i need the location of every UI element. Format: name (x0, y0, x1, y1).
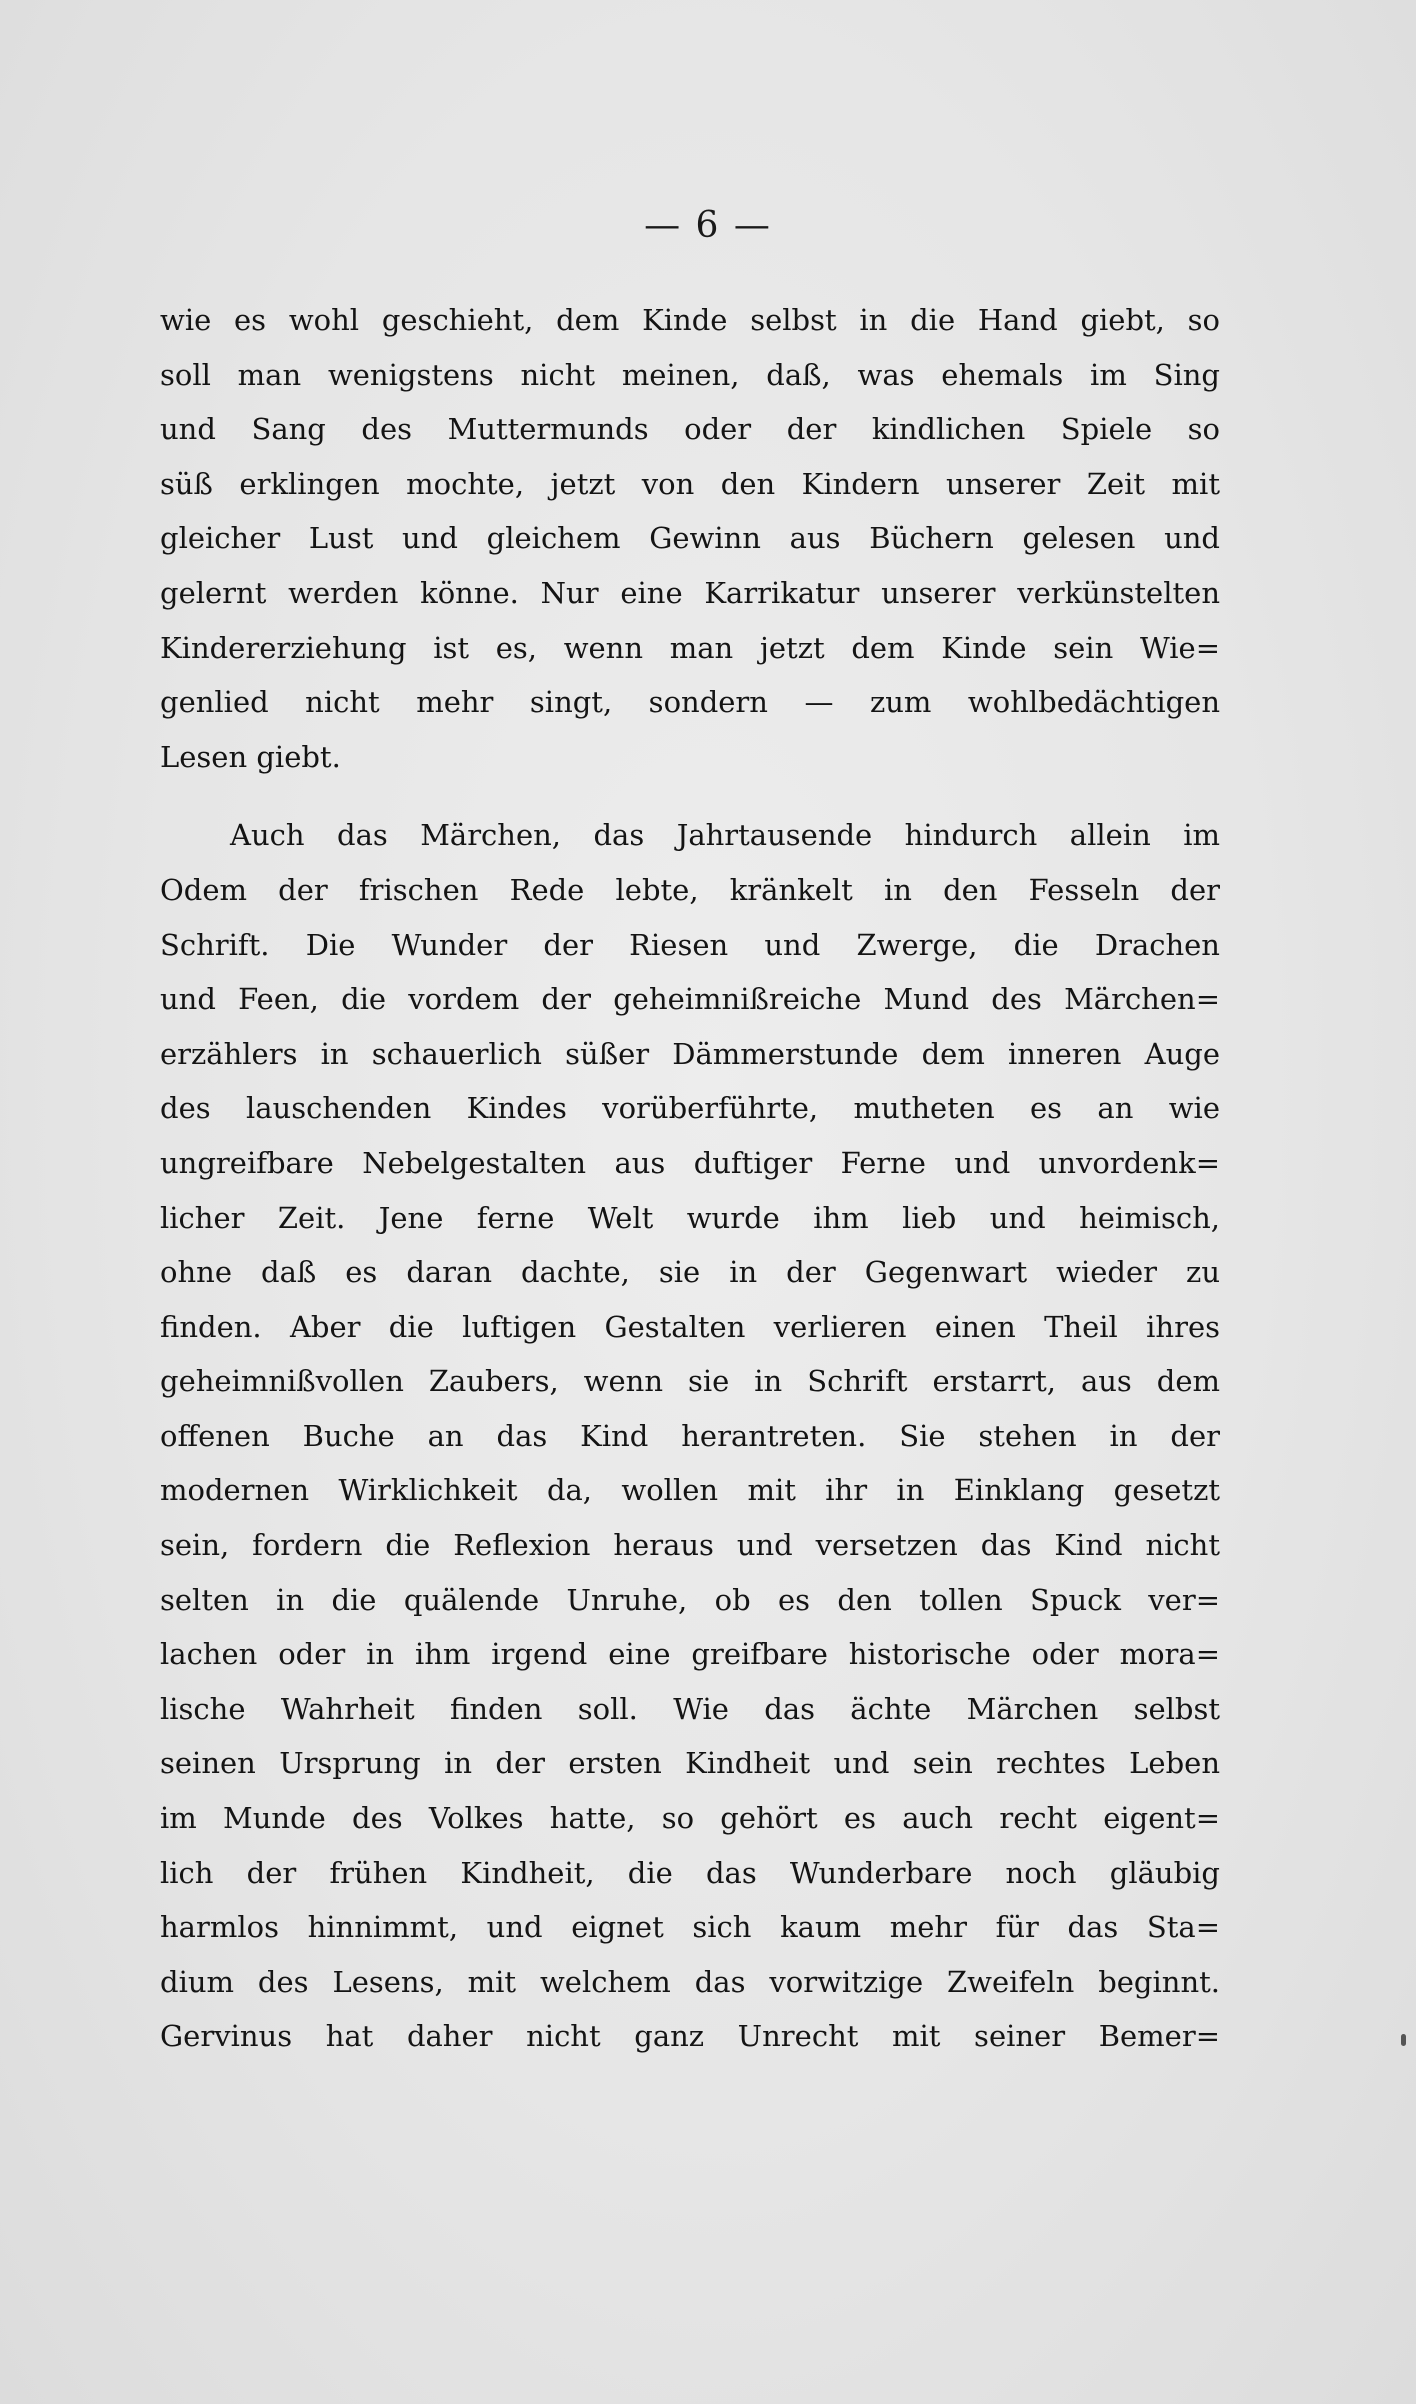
text-line: seinen Ursprung in der ersten Kindheit und sein rechtes Leben (160, 1746, 1220, 1781)
text-line: sein, fordern die Reflexion heraus und versetzen das Kind nicht (160, 1528, 1220, 1563)
text-line: wie es wohl geschieht, dem Kinde selbst in die Hand giebt, so (160, 303, 1220, 337)
text-line: ungreifbare Nebelgestalten aus duftiger Ferne und unvordenk= (160, 1145, 1220, 1180)
text-line: gleicher Lust und gleichem Gewinn aus Büchern gelesen und (160, 521, 1220, 556)
text-line: ohne daß es daran dachte, sie in der Gegenwart wieder zu (160, 1255, 1220, 1290)
text-line: Lesen giebt. (160, 739, 341, 774)
text-line: licher Zeit. Jene ferne Welt wurde ihm lieb und heimisch, (160, 1200, 1220, 1235)
text-line: und Sang des Muttermunds oder der kindlichen Spiele so (160, 412, 1220, 447)
paragraph-1 (160, 293, 1220, 784)
text-line: geheimnißvollen Zaubers, wenn sie in Schrift erstarrt, aus dem (160, 1364, 1220, 1399)
text-line: Schrift. Die Wunder der Riesen und Zwerge, die Drachen (160, 927, 1220, 962)
paragraph-2 (160, 808, 1220, 2064)
text-line: offenen Buche an das Kind herantreten. Sie stehen in der (160, 1418, 1220, 1453)
paragraph-gap (160, 784, 1220, 808)
text-line: lachen oder in ihm irgend eine greifbare historische oder mora= (160, 1637, 1220, 1672)
text-line: soll man wenigstens nicht meinen, daß, was ehemals im Sing (160, 357, 1220, 392)
text-line: des lauschenden Kindes vorüberführte, mutheten es an wie (160, 1091, 1220, 1126)
text-line: gelernt werden könne. Nur eine Karrikatur unserer verkünstelten (160, 575, 1220, 610)
text-line: Kindererziehung ist es, wenn man jetzt dem Kinde sein Wie= (160, 630, 1220, 665)
text-line: finden. Aber die luftigen Gestalten verlieren einen Theil ihres (160, 1309, 1220, 1344)
text-line: selten in die quälende Unruhe, ob es den tollen Spuck ver= (160, 1582, 1220, 1617)
body-text (160, 293, 1220, 2064)
text-line: lische Wahrheit finden soll. Wie das ächte Märchen selbst (160, 1691, 1220, 1726)
paper-speck (1401, 2034, 1406, 2046)
text-line: harmlos hinnimmt, und eignet sich kaum mehr für das Sta= (160, 1910, 1220, 1945)
text-line: und Feen, die vordem der geheimnißreiche Mund des Märchen= (160, 982, 1220, 1017)
text-line: erzählers in schauerlich süßer Dämmerstunde dem inneren Auge (160, 1036, 1220, 1071)
text-line: süß erklingen mochte, jetzt von den Kindern unserer Zeit mit (160, 466, 1220, 501)
text-line: genlied nicht mehr singt, sondern — zum wohlbedächtigen (160, 685, 1220, 720)
text-line: im Munde des Volkes hatte, so gehört es auch recht eigent= (160, 1801, 1220, 1836)
text-line: Odem der frischen Rede lebte, kränkelt in den Fesseln der (160, 872, 1220, 907)
text-line: Auch das Märchen, das Jahrtausende hindurch allein im (230, 818, 1220, 853)
text-line: dium des Lesens, mit welchem das vorwitzige Zweifeln beginnt. (160, 1964, 1220, 1999)
text-line: Gervinus hat daher nicht ganz Unrecht mit seiner Bemer= (160, 2019, 1220, 2054)
text-line: lich der frühen Kindheit, die das Wunderbare noch gläubig (160, 1855, 1220, 1890)
text-line: modernen Wirklichkeit da, wollen mit ihr in Einklang gesetzt (160, 1473, 1220, 1508)
page-number: — 6 — (644, 205, 772, 246)
